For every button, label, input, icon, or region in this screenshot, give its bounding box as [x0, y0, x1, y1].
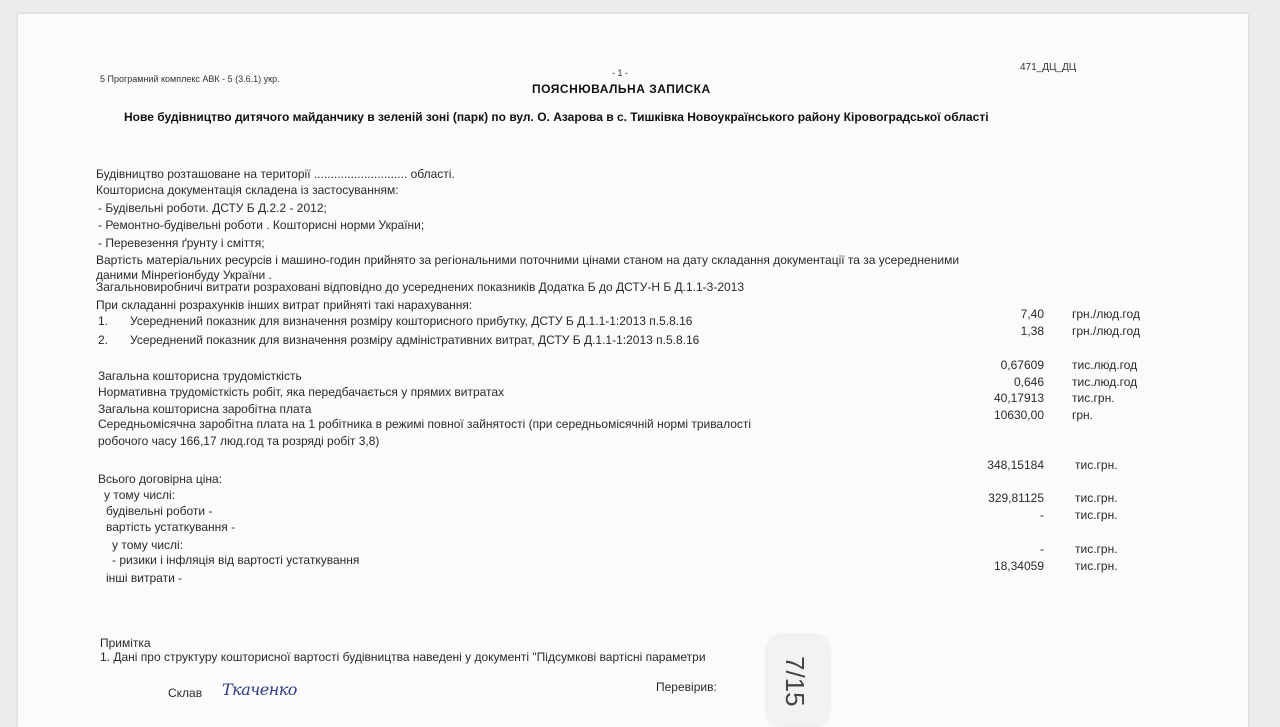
page-counter[interactable] — [768, 636, 828, 726]
accrual-unit: грн./люд.год — [1072, 324, 1140, 338]
total-price-label: Всього договірна ціна: — [98, 472, 223, 486]
overhead-line: Загальновиробничі витрати розраховані відповідно до усереднених показників Додатка Б до ДСТУ-Н Б Д.1.1-3-2013 — [96, 280, 745, 294]
construction-label: будівельні роботи - — [106, 504, 213, 518]
page-mark: - 1 - — [612, 68, 629, 78]
risks-label: - ризики і інфляція від вартості устаткування — [112, 553, 360, 567]
avg-wage-line: Середньомісячна заробітна плата на 1 робітника в режимі повної зайнятості (при середньомісячній нормі тривалості — [98, 417, 752, 431]
total-price-value: 348,15184 — [987, 458, 1044, 472]
signature: Ткаченко — [222, 680, 297, 699]
including2-label: у тому числі: — [112, 538, 184, 552]
accrual-value: 1,38 — [1020, 324, 1044, 338]
risks-value: - — [1040, 542, 1044, 556]
other-costs-line: При складанні розрахунків інших витрат прийняті такі нарахування: — [96, 298, 473, 312]
other-value: 18,34059 — [993, 559, 1044, 573]
norm-labor-value: 0,646 — [1013, 375, 1044, 389]
software-label: 5 Програмний комплекс АВК - 5 (3.6.1) укр. — [100, 74, 280, 84]
total-wage-label: Загальна кошторисна заробітна плата — [98, 402, 312, 416]
norm-labor-unit: тис.люд.год — [1072, 375, 1138, 389]
composed-label: Склав — [168, 686, 203, 700]
accrual-text: Усереднений показник для визначення розміру адміністративних витрат, ДСТУ Б Д.1.1-1:2013 п.5.8.16 — [130, 333, 700, 347]
prices-line: даними Мінрегіонбуду України . — [96, 268, 272, 282]
prices-line: Вартість матеріальних ресурсів і машино-годин прийнято за регіональними поточними цінами станом на дату складання документації та за усередненими — [96, 253, 960, 267]
other-unit: тис.грн. — [1075, 559, 1118, 573]
accrual-number: 1. — [98, 314, 109, 328]
other-label: інші витрати - — [106, 571, 183, 585]
accrual-text: Усереднений показник для визначення розміру кошторисного прибутку, ДСТУ Б Д.1.1-1:2013 п.5.8.16 — [130, 314, 693, 328]
location-line: Будівництво розташоване на території ............................ області. — [96, 167, 455, 181]
avg-wage-unit: грн. — [1072, 408, 1094, 422]
norm-labor-label: Нормативна трудомісткість робіт, яка передбачається у прямих витратах — [98, 385, 505, 399]
total-wage-value: 40,17913 — [993, 391, 1044, 405]
docs-item: - Ремонтно-будівельні роботи . Кошторисні норми України; — [98, 218, 425, 232]
docs-header: Кошторисна документація складена із застосуванням: — [96, 183, 399, 197]
docs-item: - Будівельні роботи. ДСТУ Б Д.2.2 - 2012; — [98, 201, 327, 215]
page-counter-text: 7/15 — [780, 656, 810, 707]
checked-label: Перевірив: — [656, 680, 717, 694]
including-unit: тис.грн. — [1075, 491, 1118, 505]
avg-wage-value: 10630,00 — [993, 408, 1044, 422]
total-wage-unit: тис.грн. — [1072, 391, 1115, 405]
total-labor-value: 0,67609 — [1000, 358, 1044, 372]
accrual-unit: грн./люд.год — [1072, 307, 1140, 321]
risks-unit: тис.грн. — [1075, 542, 1118, 556]
project-title: Нове будівництво дитячого майданчику в зеленій зоні (парк) по вул. О. Азарова в с. Тишківка Новоукраїнського району Кіровоградської області — [124, 110, 989, 124]
note-title: Примітка — [100, 636, 151, 650]
accrual-number: 2. — [98, 333, 109, 347]
avg-wage-line: робочого часу 166,17 люд.год та розряді робіт 3,8) — [98, 434, 380, 448]
docs-item: - Перевезення ґрунту і сміття; — [98, 236, 265, 250]
accrual-value: 7,40 — [1020, 307, 1044, 321]
equipment-label: вартість устаткування - — [106, 520, 236, 534]
document-code: 471_ДЦ_ДЦ — [1020, 62, 1077, 73]
total-labor-unit: тис.люд.год — [1072, 358, 1138, 372]
including-label: у тому числі: — [104, 488, 176, 502]
equipment-unit: тис.грн. — [1075, 508, 1118, 522]
total-price-unit: тис.грн. — [1075, 458, 1118, 472]
page-title: ПОЯСНЮВАЛЬНА ЗАПИСКА — [532, 82, 711, 96]
total-labor-label: Загальна кошторисна трудомісткість — [98, 369, 302, 383]
including-value: 329,81125 — [988, 491, 1044, 505]
equipment-value: - — [1040, 508, 1044, 522]
note-line: 1. Дані про структуру кошторисної вартості будівництва наведені у документі "Підсумкові вартісні параметри — [100, 650, 706, 664]
